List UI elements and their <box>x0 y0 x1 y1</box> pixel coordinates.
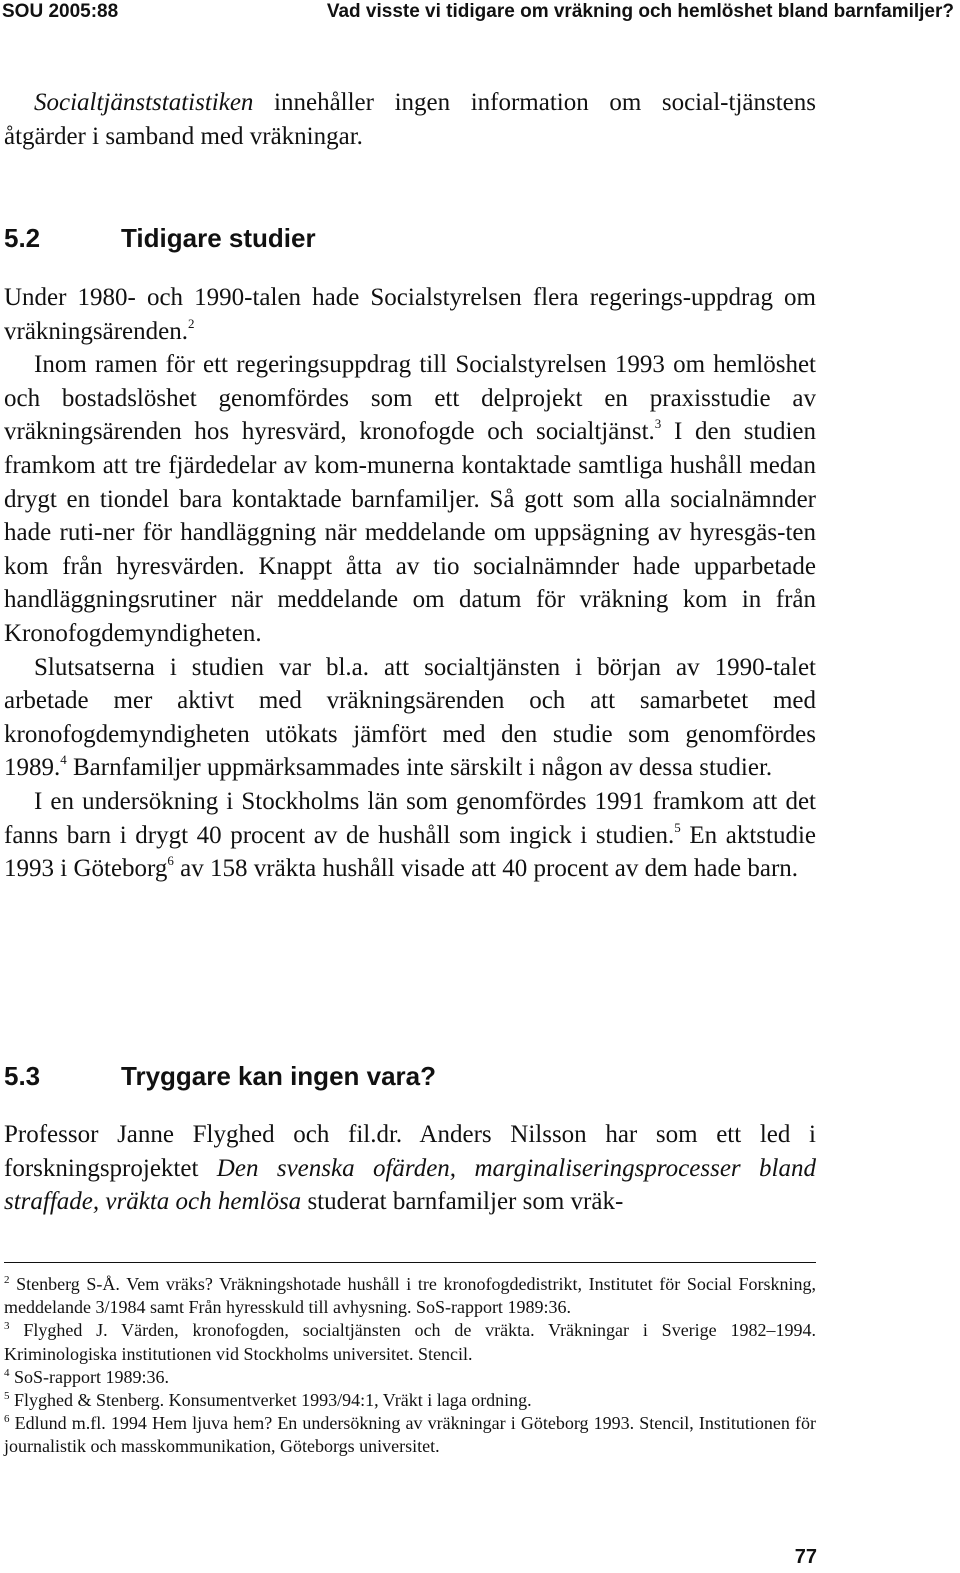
paragraph: Inom ramen för ett regeringsuppdrag till Socialstyrelsen 1993 om hemlöshet och bostadslöshet genomfördes som ett delprojekt en praxisstudie av vräkningsärenden hos hyresvärd, kronofogde och socialtjänst.$^3$ I den studien framkom att tre fjärdedelar av kom-munerna kontaktade samtliga hushåll medan drygt en tiondel bara kontaktade barnfamiljer. Så gott som alla socialnämnder hade ruti-ner för handläggning när meddelande om uppsägning av hyresgäs-ten kom från hyresvärden. Knappt åtta av tio socialnämnder hade upparbetade handläggningsrutiner när meddelande om datum för vräkning kom in från Kronofogdemyndigheten. <box>4 351 816 647</box>
footnote-ref: 5 <box>674 819 681 835</box>
chapter-title: Vad visste vi tidigare om vräkning och hemlöshet bland barnfamiljer? <box>326 1 954 22</box>
footnotes <box>4 1273 816 1459</box>
page-number: 77 <box>794 1546 817 1568</box>
intro-paragraph: Socialtjänststatistiken innehåller ingen information om social-tjänstens åtgärder i samband med vräkningar. <box>4 89 816 150</box>
footnote: $^4$ SoS-rapport 1989:36. <box>4 1366 169 1387</box>
paragraph: Slutsatserna i studien var bl.a. att socialtjänsten i början av 1990-talet arbetade mer aktivt med vräkningsärenden och att samarbetet med kronofogdemyndigheten utökats jämfört med den studie som genomfördes 1989.$^4$ Barnfamiljer uppmärksammades inte särskilt i någon av dessa studier. <box>4 653 816 782</box>
section-5-2-body <box>4 281 816 886</box>
footnote-ref: 2 <box>187 315 195 331</box>
section-number: 5.2 <box>4 223 41 253</box>
section-heading-5-3 <box>4 1060 436 1092</box>
project-title: Den svenska ofärden, marginaliseringsprocesser bland straffade, vräkta och hemlösa <box>4 1154 816 1216</box>
report-id: SOU 2005:88 <box>2 1 119 22</box>
footnote: $^3$ Flyghed J. Värden, kronofogden, socialtjänsten och de vräkta. Vräkningar i Sverige 1982–1994. Kriminologiska institutionen vid Stockholms universitet. Stencil. <box>4 1320 816 1364</box>
italic-term: Socialtjänststatistiken <box>34 89 254 116</box>
section-number: 5.3 <box>4 1061 41 1091</box>
paragraph: Professor Janne Flyghed och fil.dr. Anders Nilsson har som ett led i forskningsprojektet Den svenska ofärden, marginaliseringsprocesser bland straffade, vräkta och hemlösa studerat barnfamiljer som vräk- <box>4 1121 816 1216</box>
footnote-ref: 6 <box>167 853 174 869</box>
section-title: Tryggare kan ingen vara? <box>121 1061 437 1091</box>
footnote-ref: 3 <box>654 416 662 432</box>
footnote: $^2$ Stenberg S-Å. Vem vräks? Vräkningshotade hushåll i tre kronofogdedistrikt, Institutet för Social Forskning, meddelande 3/1984 samt Från hyresskuld till avhysning. SoS-rapport 1989:36. <box>4 1274 816 1318</box>
footnote: $^6$ Edlund m.fl. 1994 Hem ljuva hem? En undersökning av vräkningar i Göteborg 1993. Stencil, Institutionen för journalistik och masskommunikation, Göteborgs universitet. <box>4 1413 816 1457</box>
section-5-3-body <box>4 1118 816 1219</box>
paragraph: I en undersökning i Stockholms län som genomfördes 1991 framkom att det fanns barn i drygt 40 procent av de hushåll som ingick i studien.$^5$ En aktstudie 1993 i Göteborg$^6$ av 158 vräkta hushåll visade att 40 procent av dem hade barn. <box>4 787 816 883</box>
footnote: $^5$ Flyghed & Stenberg. Konsumentverket 1993/94:1, Vräkt i laga ordning. <box>4 1390 532 1411</box>
footnote-divider <box>4 1262 816 1263</box>
running-header <box>0 0 960 26</box>
section-title: Tidigare studier <box>121 223 316 253</box>
footnote-ref: 4 <box>60 752 67 768</box>
section-heading-5-2 <box>4 222 316 254</box>
paragraph: Under 1980- och 1990-talen hade Socialstyrelsen flera regerings-uppdrag om vräkningsärenden.$^2$ <box>4 284 816 345</box>
